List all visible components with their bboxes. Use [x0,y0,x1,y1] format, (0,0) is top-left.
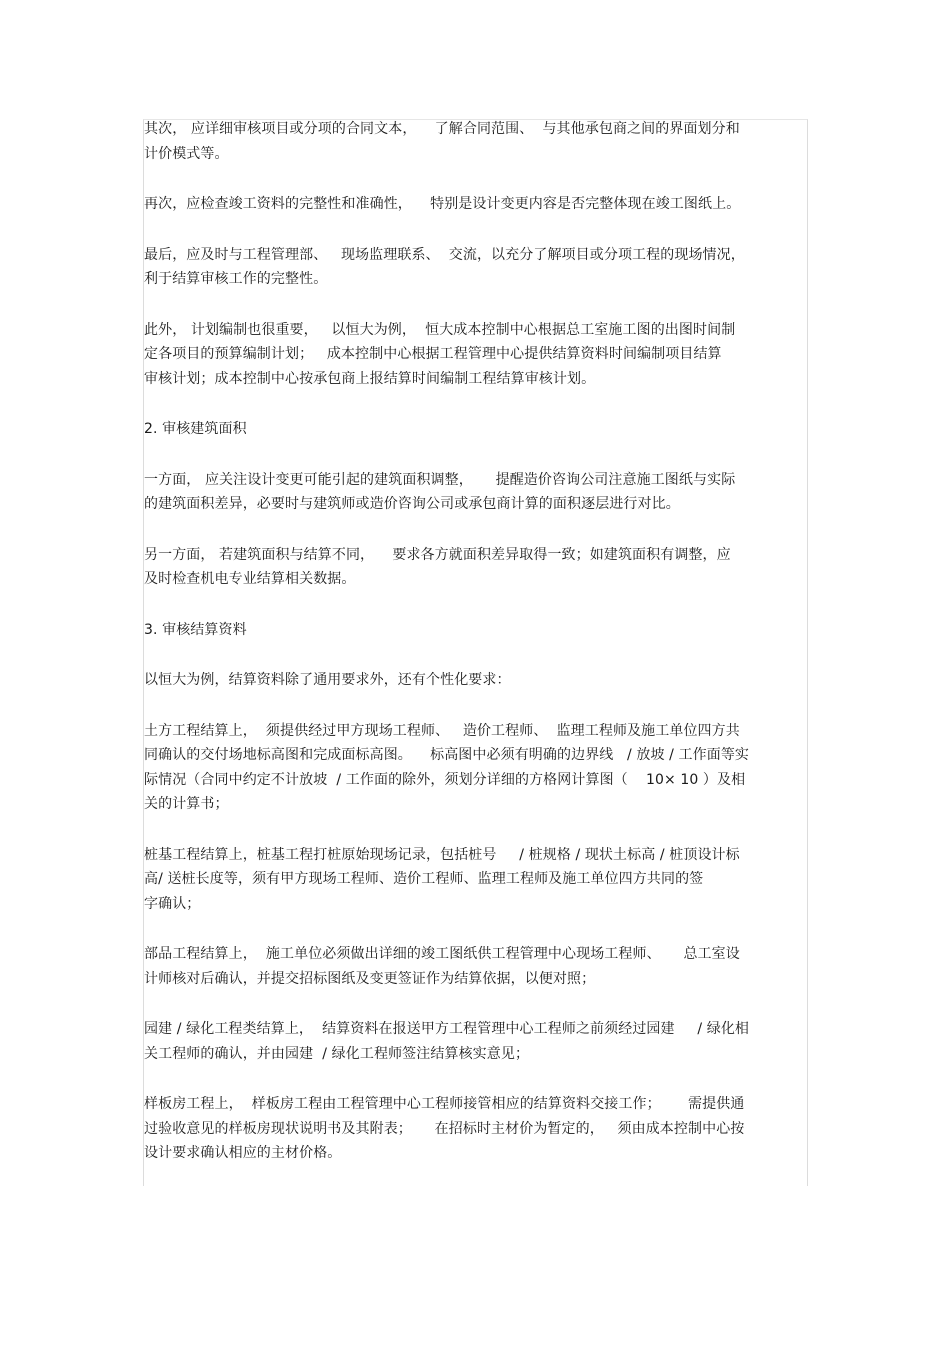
heading-text: 3. 审核结算资料 [144,621,247,638]
text-line: 最后，应及时与工程管理部、 现场监理联系、 交流，以充分了解项目或分项工程的现场情况， [144,246,745,263]
text-line: 定各项目的预算编制计划； 成本控制中心根据工程管理中心提供结算资料时间编制项目结算 [144,346,722,362]
text-line: 关工程师的确认，并由园建 / 绿化工程师签注结算核实意见； [144,1045,530,1062]
paragraph-planning [144,318,804,392]
paragraph-components [144,942,804,991]
text-line: 此外， 计划编制也很重要， 以恒大为例， 恒大成本控制中心根据总工室施工图的出图时间制 [144,321,736,338]
paragraph-pile-foundation [144,843,804,917]
text-line: 及时检查机电专业结算相关数据。 [144,571,356,587]
text-line: 一方面， 应关注设计变更可能引起的建筑面积调整， 提醒造价咨询公司注意施工图纸与实际 [144,471,736,488]
text-line: 园建 / 绿化工程类结算上， 结算资料在报送甲方工程管理中心工程师之前须经过园建 / 绿化相 [144,1021,750,1037]
text-line: 土方工程结算上， 须提供经过甲方现场工程师、 造价工程师、 监理工程师及施工单位四方共 [144,722,740,739]
text-line: 的建筑面积差异，必要时与建筑师或造价咨询公司或承包商计算的面积逐层进行对比。 [144,496,680,512]
text-line: 其次， 应详细审核项目或分项的合同文本， 了解合同范围、 与其他承包商之间的界面划分和 [144,121,740,137]
text-line: 再次，应检查竣工资料的完整性和准确性， 特别是设计变更内容是否完整体现在竣工图纸上。 [144,196,741,212]
paragraph-requirements-intro [144,668,804,693]
text-line: 计师核对后确认，并提交招标图纸及变更签证作为结算依据，以便对照； [144,970,596,987]
text-line: 际情况（合同中约定不计放坡 / 工作面的除外，须划分详细的方格网计算图（ 10× 10 ）及相 [144,771,746,788]
heading-text: 2. 审核建筑面积 [144,421,247,437]
document-body [144,117,804,1166]
paragraph-area-difference [144,543,804,592]
text-line: 设计要求确认相应的主材价格。 [144,1145,342,1161]
paragraph-earthwork [144,719,804,817]
text-line: 利于结算审核工作的完整性。 [144,271,328,287]
paragraph-landscaping [144,1017,804,1066]
text-line: 关的计算书； [144,796,229,812]
paragraph-area-adjustment [144,468,804,517]
text-line: 同确认的交付场地标高图和完成面标高图。 标高图中必须有明确的边界线 / 放坡 / 工作面等实 [144,747,750,763]
paragraph-completion-docs [144,192,804,217]
paragraph-contract-review [144,117,804,166]
text-line: 过验收意见的样板房现状说明书及其附表； 在招标时主材价为暂定的， 须由成本控制中心按 [144,1120,745,1137]
text-line: 审核计划；成本控制中心按承包商上报结算时间编制工程结算审核计划。 [144,370,596,387]
text-line: 计价模式等。 [144,145,229,162]
text-line: 高/ 送桩长度等，须有甲方现场工程师、造价工程师、监理工程师及施工单位四方共同的签 [144,871,704,887]
section-heading-building-area [144,417,804,442]
paragraph-show-flat [144,1092,804,1166]
paragraph-site-communication [144,243,804,292]
text-line: 桩基工程结算上，桩基工程打桩原始现场记录，包括桩号 / 桩规格 / 现状土标高 / 桩顶设计标 [144,846,740,863]
text-line: 部品工程结算上， 施工单位必须做出详细的竣工图纸供工程管理中心现场工程师、 总工室设 [144,946,740,962]
text-line: 另一方面， 若建筑面积与结算不同， 要求各方就面积差异取得一致；如建筑面积有调整，应 [144,546,731,563]
section-heading-settlement-docs [144,618,804,643]
text-line: 以恒大为例，结算资料除了通用要求外，还有个性化要求： [144,672,511,688]
text-line: 字确认； [144,895,201,912]
text-line: 样板房工程上， 样板房工程由工程管理中心工程师接管相应的结算资料交接工作； 需提供通 [144,1096,745,1112]
